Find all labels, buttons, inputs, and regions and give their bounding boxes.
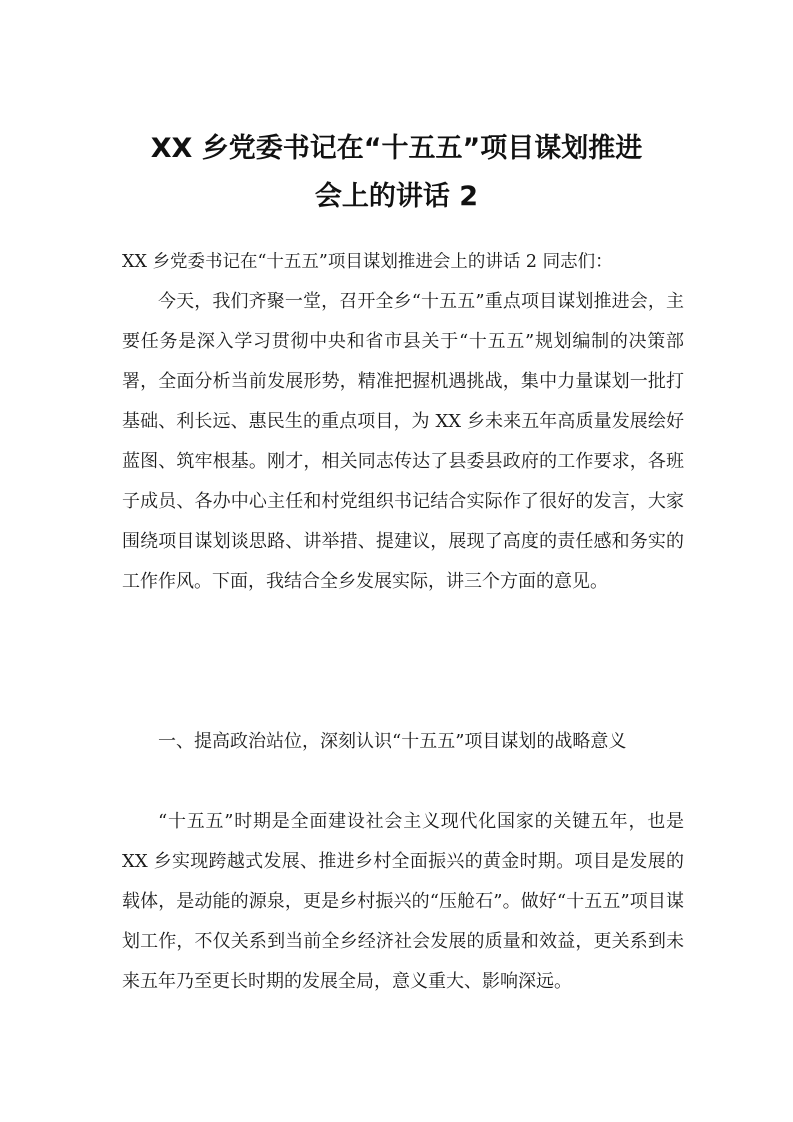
section-heading-one: 一、提高政治站位，深刻认识“十五五”项目谋划的战略意义 (158, 731, 627, 752)
paragraph-section-one: “十五五”时期是全面建设社会主义现代化国家的关键五年，也是 XX 乡实现跨越式发展、推进乡村全面振兴的黄金时期。项目是发展的载体，是动能的源泉，更是乡村振兴的“压舱石”。做好“十五五”项目谋划工作，不仅关系到当前全乡经济社会发展的质量和效益，更关系到未来五年乃至更长时期的发展全局，意义重大、影响深远。 (122, 811, 684, 992)
document-title-line-2: 会上的讲话 2 (314, 181, 479, 212)
document-title-line-1: XX 乡党委书记在“十五五”项目谋划推进 (150, 133, 643, 164)
lead-line: XX 乡党委书记在“十五五”项目谋划推进会上的讲话 2 同志们： (122, 252, 613, 272)
paragraph-opening: 今天，我们齐聚一堂，召开全乡“十五五”重点项目谋划推进会，主要任务是深入学习贯彻中央和省市县关于“十五五”规划编制的决策部署，全面分析当前发展形势，精准把握机遇挑战，集中力量谋划一批打基础、利长远、惠民生的重点项目，为 XX 乡未来五年高质量发展绘好蓝图、筑牢根基。刚才，相关同志传达了县委县政府的工作要求，各班子成员、各办中心主任和村党组织书记结合实际作了很好的发言，大家围绕项目谋划谈思路、讲举措、提建议，展现了高度的责任感和务实的工作作风。下面，我结合全乡发展实际，讲三个方面的意见。 (122, 291, 684, 592)
